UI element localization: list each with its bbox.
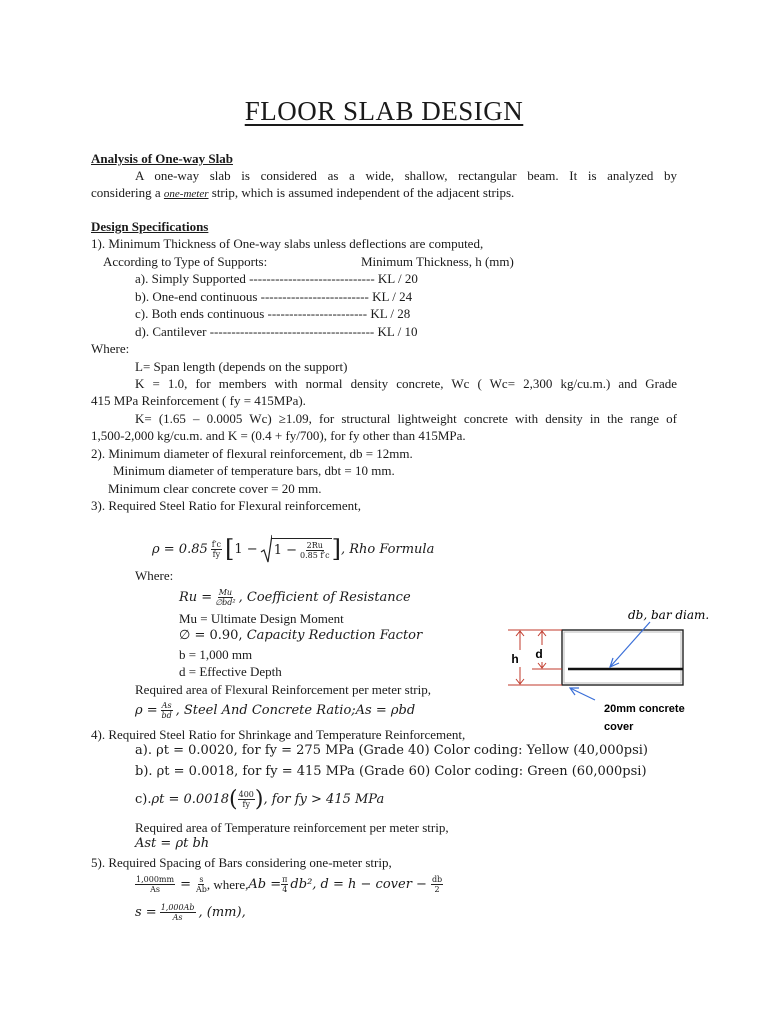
k-definition-3: K= (1.65 – 0.0005 Wc) ≥1.09, for structural lightweight concrete with density in the range of — [135, 411, 677, 426]
spec-item-3: 3). Required Steel Ratio for Flexural reinforcement, — [91, 498, 362, 513]
spec-item-4: 4). Required Steel Ratio for Shrinkage and Temperature Reinforcement, — [91, 727, 466, 742]
cover-label-2: cover — [604, 721, 634, 733]
support-row: d). Cantilever -------------------------------------- KL / 10 — [135, 324, 418, 339]
page-title: FLOOR SLAB DESIGN — [244, 96, 524, 126]
supports-label: According to Type of Supports: — [103, 254, 268, 269]
b-definition: b = 1,000 mm — [179, 647, 253, 662]
sqrt-icon — [260, 534, 272, 564]
slab-outline — [562, 630, 683, 685]
rho-formula: ρ = 0.85 $\frac{f'c}{fy}$ [ 1 − 1 − $\frac{2Ru}{0.85 f'c}$ ] , Rho Formula — [152, 535, 435, 563]
support-row: c). Both ends continuous ----------------------- KL / 28 — [135, 306, 411, 321]
where-label-2: Where: — [135, 568, 174, 583]
ast-formula: Ast = ρt bh — [135, 836, 210, 851]
analysis-heading: Analysis of One-way Slab — [91, 151, 233, 166]
spec-item-2b: Minimum diameter of temperature bars, dbt = 10 mm. — [113, 463, 395, 478]
analysis-line-2: considering a one-meter strip, which is assumed independent of the adjacent strips. — [91, 185, 515, 200]
where-label: Where: — [91, 341, 130, 356]
h-label: h — [511, 652, 519, 666]
phi-definition: ∅ = 0.90, Capacity Reduction Factor — [179, 628, 423, 643]
area-temp-label: Required area of Temperature reinforcement per meter strip, — [135, 820, 449, 835]
support-row: a). Simply Supported ----------------------------- KL / 20 — [135, 271, 418, 286]
s-formula: s = $\frac{1,000Ab}{As}$ , (mm), — [135, 902, 246, 922]
temp-row-c: c). ρt = 0.0018 ( $\frac{400}{fy}$ ) , for fy > 415 MPa — [135, 786, 385, 812]
ru-formula: Ru = $\frac{Mu}{\text{∅bd²}}$ , Coefficient of Resistance — [179, 587, 411, 607]
spec-item-2: 2). Minimum diameter of flexural reinforcement, db = 12mm. — [91, 446, 413, 461]
specs-heading: Design Specifications — [91, 219, 209, 234]
area-flex-label: Required area of Flexural Reinforcement per meter strip, — [135, 682, 431, 697]
thickness-label: Minimum Thickness, h (mm) — [361, 254, 514, 269]
spacing-formula: $\frac{1,000mm}{As}$ = $\frac{s}{Ab}$ , where, Ab = $\frac{\pi}{4}$ db², d = h − cover − $\frac{db}{2}$ — [136, 874, 443, 894]
spec-item-1: 1). Minimum Thickness of One-way slabs unless deflections are computed, — [91, 236, 484, 251]
l-definition: L= Span length (depends on the support) — [135, 359, 348, 374]
bar-diameter-label: db, bar diam. — [628, 608, 710, 622]
mu-definition: Mu = Ultimate Design Moment — [179, 611, 344, 626]
analysis-line-1: A one-way slab is considered as a wide, shallow, rectangular beam. It is analyzed by — [135, 168, 677, 183]
k-definition-4: 1,500-2,000 kg/cu.m. and K = (0.4 + fy/700), for fy other than 415MPa. — [91, 428, 466, 443]
temp-row-b: b). ρt = 0.0018, for fy = 415 MPa (Grade 60) Color coding: Green (60,000psi) — [135, 764, 647, 779]
d-definition: d = Effective Depth — [179, 664, 282, 679]
k-definition-2: 415 MPa Reinforcement ( fy = 415MPa). — [91, 393, 306, 408]
slab-section-diagram — [500, 600, 720, 735]
support-row: b). One-end continuous ------------------------- KL / 24 — [135, 289, 413, 304]
k-definition-1: K = 1.0, for members with normal density concrete, Wc ( Wc= 2,300 kg/cu.m.) and Grade — [135, 376, 677, 391]
spec-item-2c: Minimum clear concrete cover = 20 mm. — [108, 481, 322, 496]
d-label: d — [535, 647, 543, 661]
temp-row-a: a). ρt = 0.0020, for fy = 275 MPa (Grade 40) Color coding: Yellow (40,000psi) — [135, 743, 649, 758]
spec-item-5: 5). Required Spacing of Bars considering one-meter strip, — [91, 855, 392, 870]
cover-label-1: 20mm concrete — [604, 703, 685, 715]
steel-ratio-formula: ρ = $\frac{As}{bd}$ , Steel And Concrete Ratio; As = ρbd — [135, 700, 416, 720]
